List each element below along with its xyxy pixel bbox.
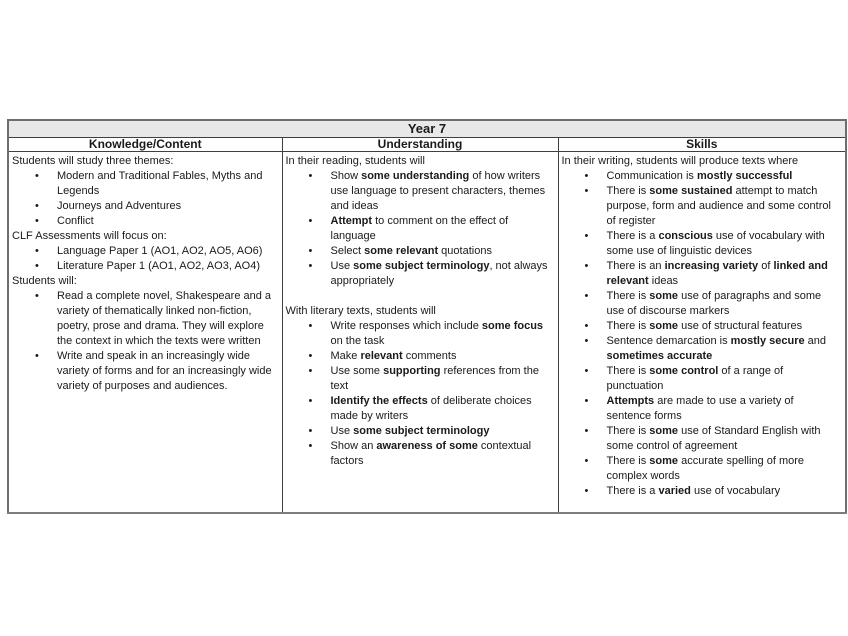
skills-cell xyxy=(558,152,846,514)
bullet-item: • Conflict xyxy=(12,214,278,229)
bullet-list xyxy=(12,169,278,229)
section-intro: Students will study three themes: xyxy=(12,155,174,167)
bullet-item: • Journeys and Adventures xyxy=(12,199,278,214)
column-header-row xyxy=(8,138,846,152)
bullet-item: • Make relevant comments xyxy=(286,349,554,364)
bullet-item: • Language Paper 1 (AO1, AO2, AO5, AO6) xyxy=(12,244,278,259)
document-page xyxy=(7,119,845,514)
cell-section xyxy=(12,274,278,394)
bullet-list xyxy=(562,169,842,499)
bullet-item: • Literature Paper 1 (AO1, AO2, AO3, AO4) xyxy=(12,259,278,274)
section-intro: Students will: xyxy=(12,275,77,287)
bullet-item: • Show some understanding of how writers use language to present characters, themes and ideas xyxy=(286,169,554,214)
bullet-item: • Attempt to comment on the effect of language xyxy=(286,214,554,244)
table-title: Year 7 xyxy=(8,120,846,138)
cell-section xyxy=(286,154,554,289)
cell-section xyxy=(562,154,842,499)
bullet-item: • Write and speak in an increasingly wide variety of forms and for an increasingly wide variety of purposes and audiences. xyxy=(12,349,278,394)
bullet-item: • Select some relevant quotations xyxy=(286,244,554,259)
bullet-item: • Identify the effects of deliberate choices made by writers xyxy=(286,394,554,424)
bullet-item: • There is some use of Standard English with some control of agreement xyxy=(562,424,842,454)
section-intro: CLF Assessments will focus on: xyxy=(12,230,167,242)
bullet-list xyxy=(286,169,554,289)
column-header-understanding: Understanding xyxy=(282,138,558,152)
bullet-item: • Use some supporting references from the text xyxy=(286,364,554,394)
bullet-item: • There is a varied use of vocabulary xyxy=(562,484,842,499)
section-intro: In their reading, students will xyxy=(285,155,425,167)
bullet-item: • Read a complete novel, Shakespeare and a variety of thematically linked non-fiction, poetry, prose and drama. They will explore the context in which the texts were written xyxy=(12,289,278,349)
bullet-list xyxy=(12,244,278,274)
bullet-item: • Show an awareness of some contextual factors xyxy=(286,439,554,469)
table-title-row xyxy=(8,120,846,138)
table-body-row xyxy=(8,152,846,514)
bullet-item: • There is a conscious use of vocabulary with some use of linguistic devices xyxy=(562,229,842,259)
cell-section xyxy=(12,154,278,229)
bullet-list xyxy=(12,289,278,394)
bullet-item: • There is some accurate spelling of more complex words xyxy=(562,454,842,484)
bullet-item: • There is an increasing variety of linked and relevant ideas xyxy=(562,259,842,289)
column-header-skills: Skills xyxy=(558,138,846,152)
section-intro: In their writing, students will produce texts where xyxy=(561,155,799,167)
bullet-item: • There is some use of structural features xyxy=(562,319,842,334)
understanding-cell xyxy=(282,152,558,514)
year7-curriculum-table xyxy=(7,119,847,514)
bullet-list xyxy=(286,319,554,469)
cell-section xyxy=(12,229,278,274)
bullet-item: • Write responses which include some focus on the task xyxy=(286,319,554,349)
section-intro: With literary texts, students will xyxy=(285,305,436,317)
knowledge-content-cell xyxy=(8,152,282,514)
cell-section xyxy=(286,304,554,469)
column-header-knowledge-content: Knowledge/Content xyxy=(8,138,282,152)
bullet-item: • There is some use of paragraphs and some use of discourse markers xyxy=(562,289,842,319)
bullet-item: • Communication is mostly successful xyxy=(562,169,842,184)
bullet-item: • There is some control of a range of punctuation xyxy=(562,364,842,394)
bullet-item: • Sentence demarcation is mostly secure and sometimes accurate xyxy=(562,334,842,364)
bullet-item: • Use some subject terminology xyxy=(286,424,554,439)
bullet-item: • Modern and Traditional Fables, Myths and Legends xyxy=(12,169,278,199)
bullet-item: • There is some sustained attempt to match purpose, form and audience and some control of register xyxy=(562,184,842,229)
bullet-item: • Use some subject terminology, not always appropriately xyxy=(286,259,554,289)
bullet-item: • Attempts are made to use a variety of sentence forms xyxy=(562,394,842,424)
